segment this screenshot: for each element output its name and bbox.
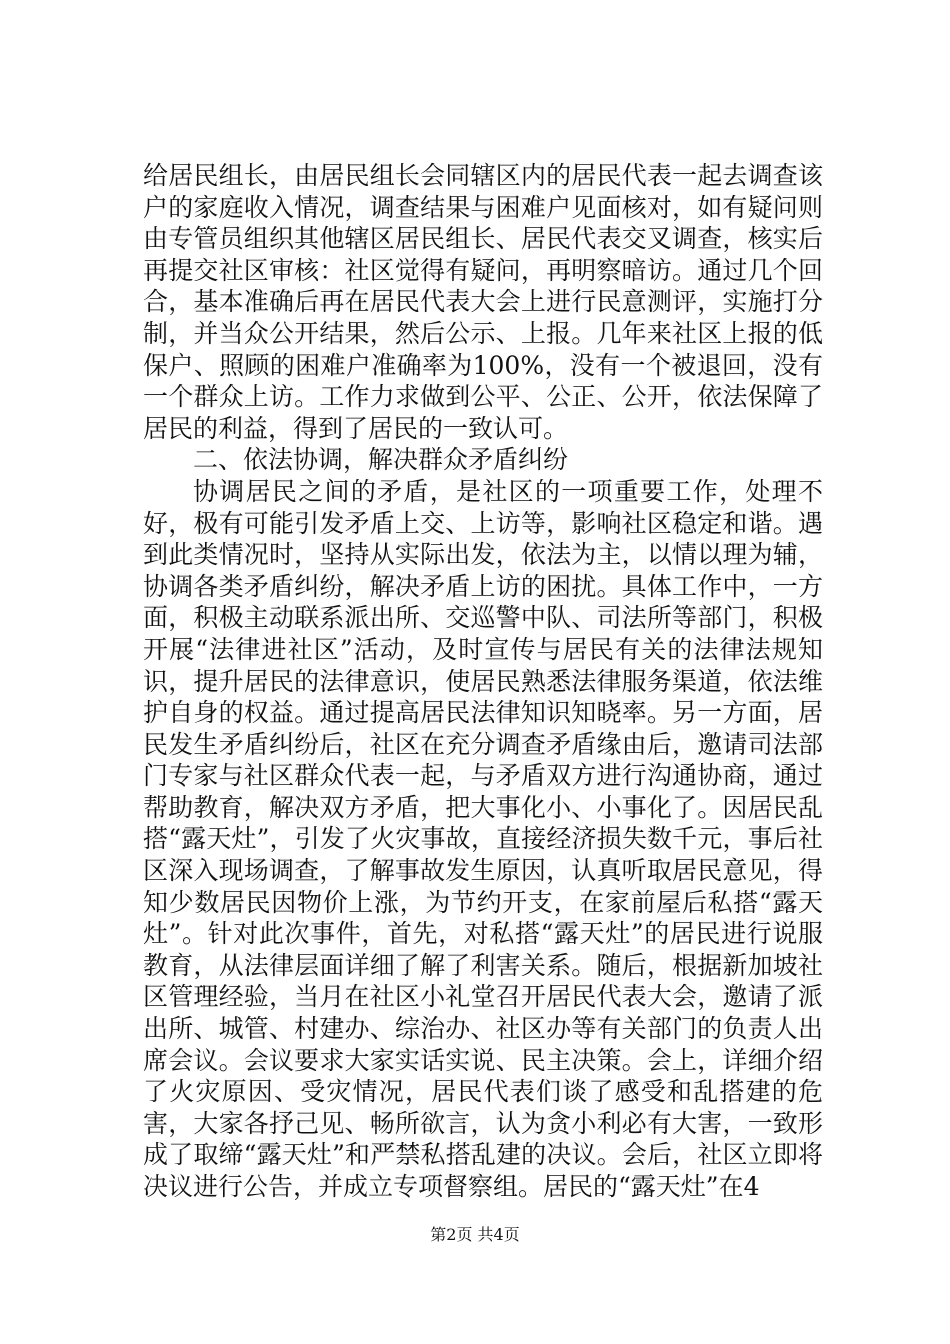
document-body xyxy=(143,160,823,1203)
paragraph-body: 协调居民之间的矛盾，是社区的一项重要工作，处理不好，极有可能引发矛盾上交、上访等，影响社区稳定和谐。遇到此类情况时，坚持从实际出发，依法为主，以情以理为辅，协调各类矛盾纠纷，解决矛盾上访的困扰。具体工作中，一方面，积极主动联系派出所、交巡警中队、司法所等部门，积极开展“法律进社区”活动，及时宣传与居民有关的法律法规知识，提升居民的法律意识，使居民熟悉法律服务渠道，依法维护自身的权益。通过提高居民法律知识知晓率。另一方面，居民发生矛盾纠纷后，社区在充分调查矛盾缘由后，邀请司法部门专家与社区群众代表一起，与矛盾双方进行沟通协商，通过帮助教育，解决双方矛盾，把大事化小、小事化了。因居民乱搭“露天灶”，引发了火灾事故，直接经济损失数千元，事后社区深入现场调查，了解事故发生原因，认真听取居民意见，得知少数居民因物价上涨，为节约开支，在家前屋后私搭“露天灶”。针对此次事件，首先，对私搭“露天灶”的居民进行说服教育，从法律层面详细了解了利害关系。随后，根据新加坡社区管理经验，当月在社区小礼堂召开居民代表大会，邀请了派出所、城管、村建办、综治办、社区办等有关部门的负责人出席会议。会议要求大家实话实说、民主决策。会上，详细介绍了火灾原因、受灾情况，居民代表们谈了感受和乱搭建的危害，大家各抒己见、畅所欲言，认为贪小利必有大害，一致形成了取缔“露天灶”和严禁私搭乱建的决议。会后，社区立即将决议进行公告，并成立专项督察组。居民的“露天灶”在4 xyxy=(143,476,823,1201)
section-heading: 二、依法协调，解决群众矛盾纠纷 xyxy=(193,445,569,475)
paragraph-continuation: 给居民组长，由居民组长会同辖区内的居民代表一起去调查该户的家庭收入情况，调查结果与困难户见面核对，如有疑问则由专管员组织其他辖区居民组长、居民代表交叉调查，核实后再提交社区审核：社区觉得有疑问，再明察暗访。通过几个回合，基本准确后再在居民代表大会上进行民意测评，实施打分制，并当众公开结果，然后公示、上报。几年来社区上报的低保户、照顾的困难户准确率为100%，没有一个被退回，没有一个群众上访。工作力求做到公平、公正、公开，依法保障了居民的利益，得到了居民的一致认可。 xyxy=(143,161,823,443)
page-footer: 第2页 共4页 xyxy=(430,1225,520,1244)
